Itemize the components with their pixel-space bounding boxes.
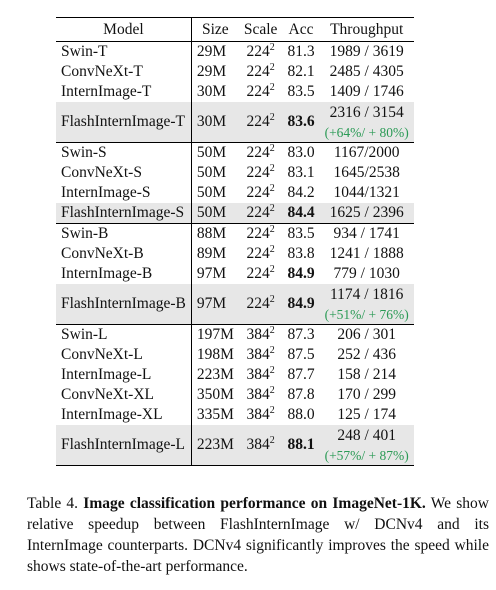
throughput-value: 1174 / 1816 bbox=[329, 286, 404, 303]
table-row-highlighted bbox=[56, 284, 414, 325]
cell-acc: 87.7 bbox=[287, 366, 315, 384]
cell-size: 350M bbox=[191, 385, 239, 405]
cell-model: Swin-T bbox=[61, 43, 108, 61]
speedup-text: (+64%/ + 80%) bbox=[324, 124, 409, 140]
table-row bbox=[56, 62, 414, 82]
cell-size: 50M bbox=[191, 143, 239, 164]
scale-value: 384 bbox=[246, 346, 270, 364]
cell-throughput bbox=[320, 143, 414, 164]
cell-model: InternImage-S bbox=[61, 184, 151, 202]
scale-exponent: 2 bbox=[269, 42, 275, 54]
cell-scale bbox=[239, 82, 283, 102]
cell-model: Swin-L bbox=[56, 325, 191, 346]
scale-exponent: 2 bbox=[269, 264, 275, 276]
cell-throughput bbox=[320, 325, 414, 346]
scale-exponent: 2 bbox=[269, 294, 275, 306]
scale-exponent: 2 bbox=[269, 365, 275, 377]
cell-scale bbox=[239, 425, 283, 466]
scale-value: 224 bbox=[246, 83, 270, 101]
table-row bbox=[56, 365, 414, 385]
scale-exponent: 2 bbox=[269, 345, 275, 357]
cell-acc: 84.9 bbox=[282, 284, 319, 325]
cell-acc: 84.2 bbox=[287, 184, 315, 202]
cell-acc: 83.1 bbox=[287, 164, 315, 182]
cell-model: FlashInternImage-T bbox=[56, 102, 191, 143]
cell-model: FlashInternImage-L bbox=[56, 425, 191, 466]
table-row bbox=[56, 345, 414, 365]
cell-scale bbox=[239, 224, 283, 245]
cell-scale bbox=[239, 405, 283, 425]
cell-model: Swin-B bbox=[56, 224, 191, 245]
cell-scale bbox=[239, 284, 283, 325]
cell-scale bbox=[239, 102, 283, 143]
scale-exponent: 2 bbox=[269, 405, 275, 417]
scale-exponent: 2 bbox=[269, 112, 275, 124]
caption-body: We show relative speedup between FlashInternImage w/ DCNv4 and its InternImage counterparts. DCNv4 significantly improves the speed while shows state-of-the-art performance. bbox=[27, 495, 489, 575]
cell-size: 97M bbox=[191, 284, 239, 325]
cell-acc: 87.5 bbox=[287, 346, 315, 364]
scale-value: 224 bbox=[246, 164, 270, 182]
cell-model: ConvNeXt-L bbox=[61, 346, 143, 364]
throughput-value: 934 / 1741 bbox=[333, 225, 400, 243]
cell-scale bbox=[239, 345, 283, 365]
scale-value: 224 bbox=[246, 43, 270, 61]
throughput-value: 1989 / 3619 bbox=[329, 43, 404, 61]
throughput-value: 248 / 401 bbox=[337, 427, 396, 444]
scale-value: 384 bbox=[246, 406, 270, 424]
cell-size: 50M bbox=[191, 183, 239, 203]
cell-throughput bbox=[320, 244, 414, 264]
scale-exponent: 2 bbox=[269, 62, 275, 74]
cell-scale bbox=[239, 62, 283, 82]
cell-throughput bbox=[320, 42, 414, 63]
cell-throughput bbox=[320, 365, 414, 385]
cell-scale bbox=[239, 143, 283, 164]
cell-size: 223M bbox=[191, 365, 239, 385]
table-row bbox=[56, 244, 414, 264]
cell-scale bbox=[239, 203, 283, 224]
throughput-value: 2316 / 3154 bbox=[329, 104, 404, 121]
scale-value: 224 bbox=[246, 113, 270, 131]
cell-acc: 82.1 bbox=[287, 63, 315, 81]
throughput-value: 125 / 174 bbox=[337, 406, 396, 424]
cell-model: ConvNeXt-B bbox=[61, 245, 144, 263]
cell-throughput bbox=[320, 345, 414, 365]
header-scale: Scale bbox=[239, 18, 283, 42]
cell-size: 197M bbox=[191, 325, 239, 346]
scale-value: 224 bbox=[246, 265, 270, 283]
cell-acc: 88.1 bbox=[282, 425, 319, 466]
table-caption bbox=[27, 493, 489, 577]
scale-value: 224 bbox=[246, 144, 270, 162]
table-row bbox=[56, 82, 414, 102]
throughput-value: 1241 / 1888 bbox=[329, 245, 404, 263]
cell-acc: 83.6 bbox=[282, 102, 319, 143]
cell-model: FlashInternImage-S bbox=[56, 203, 191, 224]
header-model: Model bbox=[56, 18, 191, 42]
cell-scale bbox=[239, 325, 283, 346]
cell-throughput bbox=[320, 183, 414, 203]
cell-throughput bbox=[320, 425, 414, 466]
scale-value: 384 bbox=[246, 326, 270, 344]
cell-model: FlashInternImage-B bbox=[56, 284, 191, 325]
cell-acc: 83.8 bbox=[287, 245, 315, 263]
cell-throughput bbox=[320, 203, 414, 224]
table-row bbox=[56, 325, 414, 346]
cell-size: 89M bbox=[191, 244, 239, 264]
header-throughput: Throughput bbox=[320, 18, 414, 42]
cell-throughput bbox=[320, 405, 414, 425]
scale-value: 224 bbox=[246, 245, 270, 263]
cell-model: InternImage-B bbox=[61, 265, 153, 283]
table-row bbox=[56, 183, 414, 203]
cell-size: 30M bbox=[191, 82, 239, 102]
table-row bbox=[56, 143, 414, 164]
caption-label: Table 4. bbox=[27, 495, 79, 512]
cell-scale bbox=[239, 42, 283, 63]
table-row bbox=[56, 405, 414, 425]
scale-exponent: 2 bbox=[269, 82, 275, 94]
cell-acc: 83.5 bbox=[282, 224, 319, 245]
throughput-value: 170 / 299 bbox=[337, 386, 396, 404]
scale-exponent: 2 bbox=[269, 183, 275, 195]
cell-acc: 83.0 bbox=[282, 143, 319, 164]
caption-heading: Image classification performance on ImageNet-1K. bbox=[83, 495, 426, 512]
results-table bbox=[56, 17, 414, 466]
throughput-value: 252 / 436 bbox=[337, 346, 396, 364]
throughput-value: 2485 / 4305 bbox=[329, 63, 404, 81]
throughput-value: 1167/2000 bbox=[333, 144, 400, 162]
cell-throughput bbox=[320, 82, 414, 102]
table-header-row bbox=[56, 18, 414, 42]
scale-exponent: 2 bbox=[269, 143, 275, 155]
scale-exponent: 2 bbox=[269, 385, 275, 397]
scale-value: 224 bbox=[246, 295, 270, 313]
header-size: Size bbox=[191, 18, 239, 42]
cell-throughput bbox=[320, 284, 414, 325]
scale-exponent: 2 bbox=[269, 224, 275, 236]
cell-size: 223M bbox=[191, 425, 239, 466]
table-row bbox=[56, 42, 414, 63]
table-row-highlighted bbox=[56, 425, 414, 466]
cell-size: 30M bbox=[191, 102, 239, 143]
table-row bbox=[56, 224, 414, 245]
scale-exponent: 2 bbox=[269, 435, 275, 447]
cell-size: 29M bbox=[191, 62, 239, 82]
scale-exponent: 2 bbox=[269, 244, 275, 256]
throughput-value: 1409 / 1746 bbox=[329, 83, 404, 101]
cell-size: 97M bbox=[191, 264, 239, 284]
cell-size: 50M bbox=[191, 203, 239, 224]
cell-model: ConvNeXt-XL bbox=[61, 386, 154, 404]
cell-model: InternImage-XL bbox=[61, 406, 163, 424]
table-row bbox=[56, 264, 414, 284]
speedup-text: (+51%/ + 76%) bbox=[324, 306, 409, 322]
scale-value: 384 bbox=[246, 436, 270, 454]
cell-acc: 81.3 bbox=[287, 43, 315, 61]
cell-model: InternImage-L bbox=[61, 366, 152, 384]
scale-value: 224 bbox=[246, 184, 270, 202]
cell-acc: 88.0 bbox=[287, 406, 315, 424]
throughput-value: 1625 / 2396 bbox=[329, 204, 404, 222]
cell-throughput bbox=[320, 264, 414, 284]
cell-scale bbox=[239, 365, 283, 385]
cell-size: 50M bbox=[191, 163, 239, 183]
throughput-value: 206 / 301 bbox=[337, 326, 396, 344]
table-body bbox=[56, 42, 414, 466]
cell-throughput bbox=[320, 385, 414, 405]
cell-model: InternImage-T bbox=[61, 83, 152, 101]
cell-model: ConvNeXt-T bbox=[61, 63, 143, 81]
table-row bbox=[56, 163, 414, 183]
cell-throughput bbox=[320, 102, 414, 143]
cell-model: Swin-S bbox=[56, 143, 191, 164]
cell-scale bbox=[239, 385, 283, 405]
cell-size: 335M bbox=[191, 405, 239, 425]
cell-scale bbox=[239, 244, 283, 264]
scale-exponent: 2 bbox=[269, 163, 275, 175]
throughput-value: 158 / 214 bbox=[337, 366, 396, 384]
cell-throughput bbox=[320, 62, 414, 82]
cell-size: 198M bbox=[191, 345, 239, 365]
table-row-highlighted bbox=[56, 102, 414, 143]
scale-exponent: 2 bbox=[269, 325, 275, 337]
cell-size: 88M bbox=[191, 224, 239, 245]
scale-value: 224 bbox=[246, 204, 270, 222]
throughput-value: 1645/2538 bbox=[333, 164, 400, 182]
cell-throughput bbox=[320, 163, 414, 183]
cell-acc: 83.5 bbox=[287, 83, 315, 101]
table-row bbox=[56, 385, 414, 405]
cell-scale bbox=[239, 163, 283, 183]
throughput-value: 1044/1321 bbox=[333, 184, 400, 202]
header-acc: Acc bbox=[282, 18, 319, 42]
scale-value: 224 bbox=[246, 63, 270, 81]
cell-acc: 87.3 bbox=[282, 325, 319, 346]
scale-value: 384 bbox=[246, 366, 270, 384]
cell-throughput bbox=[320, 224, 414, 245]
cell-scale bbox=[239, 183, 283, 203]
table-row-highlighted bbox=[56, 203, 414, 224]
cell-acc: 84.9 bbox=[287, 265, 315, 283]
throughput-value: 779 / 1030 bbox=[333, 265, 400, 283]
scale-value: 384 bbox=[246, 386, 270, 404]
cell-model: ConvNeXt-S bbox=[61, 164, 142, 182]
cell-acc: 87.8 bbox=[287, 386, 315, 404]
scale-value: 224 bbox=[246, 225, 270, 243]
cell-acc: 84.4 bbox=[282, 203, 319, 224]
cell-scale bbox=[239, 264, 283, 284]
cell-size: 29M bbox=[191, 42, 239, 63]
speedup-text: (+57%/ + 87%) bbox=[324, 447, 409, 463]
scale-exponent: 2 bbox=[269, 203, 275, 215]
